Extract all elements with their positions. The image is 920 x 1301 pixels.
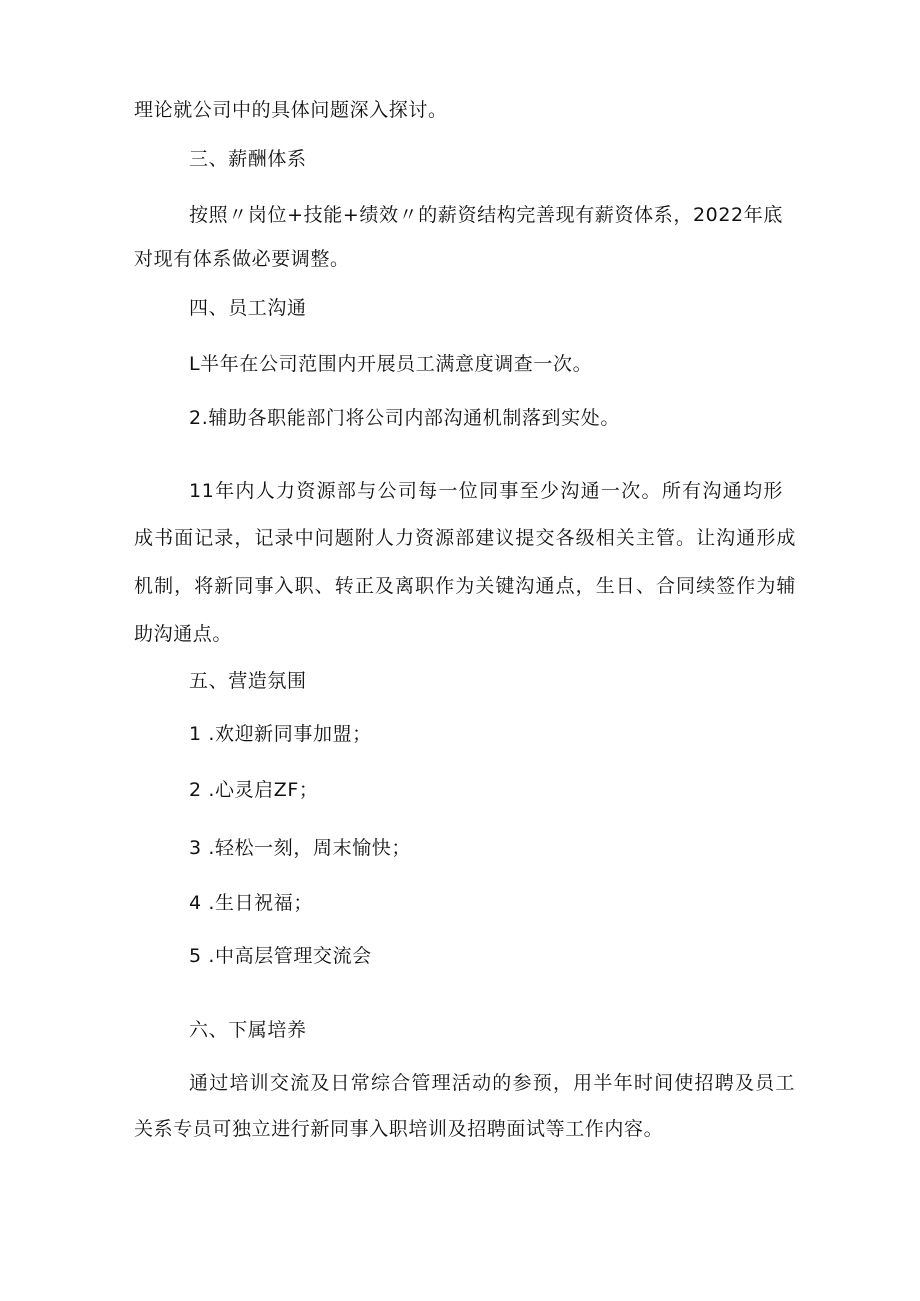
text-line-3: 按照〃岗位+技能+绩效〃的薪资结构完善现有薪资体系，2022年底 <box>189 204 783 226</box>
section-heading-atmosphere: 五、营造氛围 <box>189 670 307 692</box>
text-line-10: 机制，将新同事入职、转正及离职作为关键沟通点，生日、合同续签作为辅 <box>134 575 796 597</box>
list-item-2: 2 .心灵启ZF； <box>189 779 319 801</box>
list-item-1: 1 .欢迎新同事加盟； <box>189 723 372 745</box>
list-item-3: 3 .轻松一刻，周末愉快； <box>189 837 411 859</box>
text-line-7: 2.辅助各职能部门将公司内部沟通机制落到实处。 <box>189 407 620 429</box>
text-line-20: 关系专员可独立进行新同事入职培训及招聘面试等工作内容。 <box>134 1118 664 1140</box>
section-heading-communication: 四、员工沟通 <box>189 297 307 319</box>
section-heading-salary: 三、薪酬体系 <box>189 148 307 170</box>
text-line-4: 对现有体系做必要调整。 <box>134 248 350 270</box>
text-line-11: 助沟通点。 <box>134 623 233 645</box>
text-line-1: 理论就公司中的具体问题深入探讨。 <box>134 99 448 121</box>
text-line-19: 通过培训交流及日常综合管理活动的参预，用半年时间使招聘及员工 <box>189 1072 795 1094</box>
text-line-6: L半年在公司范围内开展员工满意度调查一次。 <box>189 353 593 375</box>
list-item-5: 5 .中高层管理交流会 <box>189 945 372 967</box>
section-heading-training: 六、下属培养 <box>189 1019 307 1041</box>
text-line-9: 成书面记录，记录中问题附人力资源部建议提交各级相关主管。让沟通形成 <box>134 527 796 549</box>
text-line-8: 11年内人力资源部与公司每一位同事至少沟通一次。所有沟通均形 <box>189 480 783 502</box>
list-item-4: 4 .生日祝福； <box>189 892 313 914</box>
